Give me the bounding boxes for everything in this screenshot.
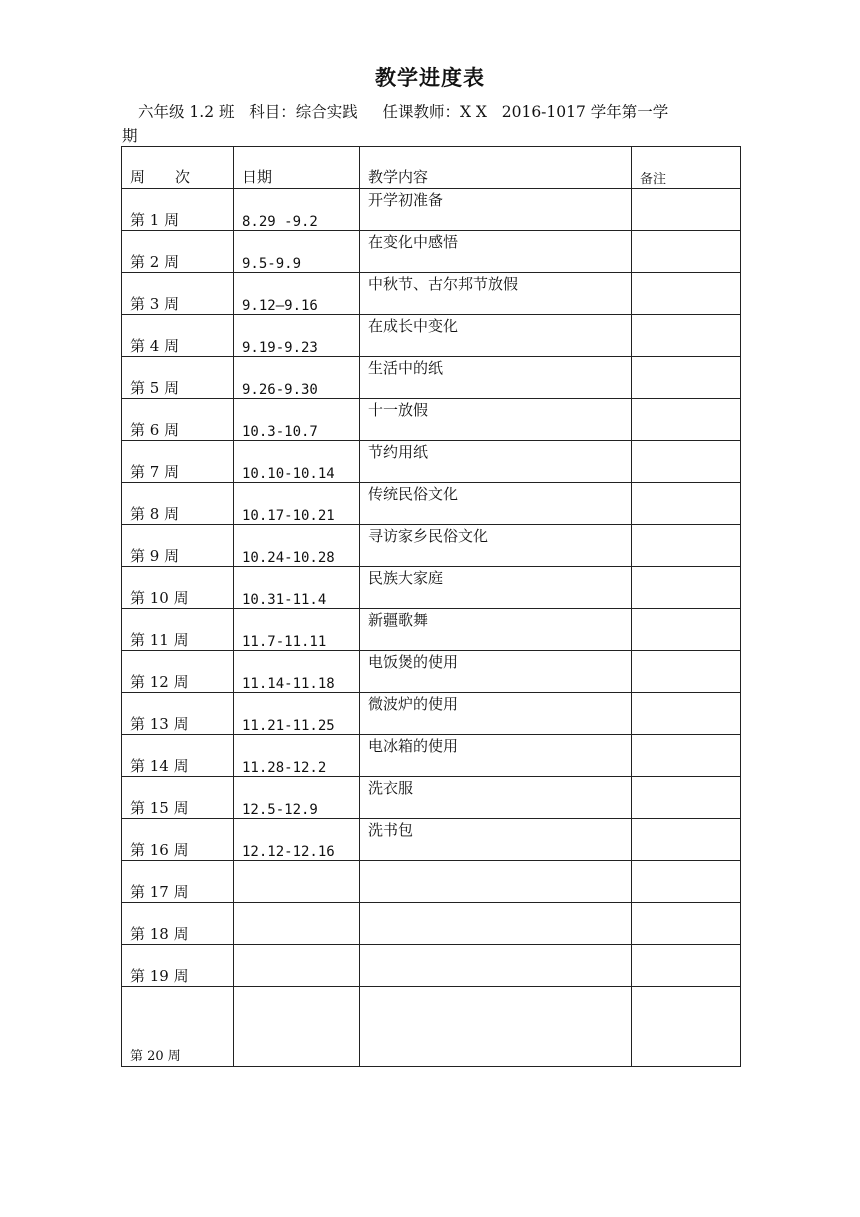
grade-class: 六年级 1.2 班 <box>138 103 235 121</box>
date-cell <box>234 273 360 315</box>
table-row <box>122 693 741 735</box>
week-cell: 第 20 周 <box>122 987 234 1067</box>
schedule-table <box>121 146 741 1067</box>
note-cell <box>632 189 741 231</box>
week-cell: 第 6 周 <box>122 399 234 441</box>
date-cell <box>234 819 360 861</box>
week-cell: 第 1 周 <box>122 189 234 231</box>
date-cell <box>234 525 360 567</box>
date-text: 11.14-11.18 <box>242 676 335 692</box>
content-cell: 中秋节、古尔邦节放假 <box>360 273 632 315</box>
note-cell <box>632 861 741 903</box>
content-cell: 开学初准备 <box>360 189 632 231</box>
week-cell: 第 18 周 <box>122 903 234 945</box>
table-row <box>122 903 741 945</box>
note-cell <box>632 357 741 399</box>
table-row <box>122 525 741 567</box>
date-text: 10.10-10.14 <box>242 466 335 482</box>
document-subtitle <box>122 100 682 148</box>
header-content: 教学内容 <box>360 147 632 189</box>
week-cell: 第 4 周 <box>122 315 234 357</box>
date-cell <box>234 945 360 987</box>
header-date: 日期 <box>234 147 360 189</box>
content-cell <box>360 987 632 1067</box>
date-text: 9.19-9.23 <box>242 340 318 356</box>
date-cell <box>234 357 360 399</box>
date-text: 10.31-11.4 <box>242 592 327 608</box>
note-cell <box>632 273 741 315</box>
note-cell <box>632 609 741 651</box>
content-cell: 微波炉的使用 <box>360 693 632 735</box>
content-cell <box>360 945 632 987</box>
note-cell <box>632 399 741 441</box>
note-cell <box>632 567 741 609</box>
content-cell: 洗衣服 <box>360 777 632 819</box>
table-row <box>122 315 741 357</box>
date-cell <box>234 441 360 483</box>
table-row <box>122 861 741 903</box>
note-cell <box>632 231 741 273</box>
week-cell: 第 10 周 <box>122 567 234 609</box>
date-cell <box>234 483 360 525</box>
content-cell: 节约用纸 <box>360 441 632 483</box>
week-cell: 第 11 周 <box>122 609 234 651</box>
week-cell: 第 13 周 <box>122 693 234 735</box>
week-cell: 第 7 周 <box>122 441 234 483</box>
date-cell <box>234 315 360 357</box>
table-row <box>122 357 741 399</box>
date-cell <box>234 189 360 231</box>
date-text: 9.5-9.9 <box>242 256 302 272</box>
date-cell <box>234 651 360 693</box>
note-cell <box>632 483 741 525</box>
date-cell <box>234 567 360 609</box>
date-cell <box>234 609 360 651</box>
week-cell: 第 19 周 <box>122 945 234 987</box>
date-cell <box>234 693 360 735</box>
date-cell <box>234 231 360 273</box>
note-cell <box>632 693 741 735</box>
week-cell: 第 3 周 <box>122 273 234 315</box>
date-text: 12.5-12.9 <box>242 802 318 818</box>
week-cell: 第 9 周 <box>122 525 234 567</box>
date-cell <box>234 861 360 903</box>
table-row <box>122 231 741 273</box>
week-cell: 第 17 周 <box>122 861 234 903</box>
note-cell <box>632 441 741 483</box>
date-cell <box>234 903 360 945</box>
date-cell <box>234 987 360 1067</box>
date-text: 9.26-9.30 <box>242 382 318 398</box>
date-text: 11.21-11.25 <box>242 718 335 734</box>
week-cell: 第 15 周 <box>122 777 234 819</box>
content-cell: 在变化中感悟 <box>360 231 632 273</box>
content-cell: 十一放假 <box>360 399 632 441</box>
page-title: 教学进度表 <box>375 65 485 90</box>
date-cell <box>234 399 360 441</box>
content-cell: 洗书包 <box>360 819 632 861</box>
table-row <box>122 651 741 693</box>
table-row <box>122 189 741 231</box>
date-text: 8.29 -9.2 <box>242 214 318 230</box>
note-cell <box>632 819 741 861</box>
date-text: 10.24-10.28 <box>242 550 335 566</box>
content-cell: 寻访家乡民俗文化 <box>360 525 632 567</box>
subject: 科目：综合实践 <box>249 103 358 121</box>
date-text: 12.12-12.16 <box>242 844 335 860</box>
week-cell: 第 14 周 <box>122 735 234 777</box>
note-cell <box>632 735 741 777</box>
content-cell: 电冰箱的使用 <box>360 735 632 777</box>
table-header-row <box>122 147 741 189</box>
table-row <box>122 399 741 441</box>
term: 2016-1017 学年第一学期 <box>122 103 669 145</box>
date-text: 10.17-10.21 <box>242 508 335 524</box>
content-cell <box>360 861 632 903</box>
header-note: 备注 <box>632 147 741 189</box>
date-text: 11.7-11.11 <box>242 634 327 650</box>
note-cell <box>632 651 741 693</box>
table-row <box>122 819 741 861</box>
table-row <box>122 945 741 987</box>
table-body <box>122 189 741 1067</box>
content-cell: 电饭煲的使用 <box>360 651 632 693</box>
content-cell: 在成长中变化 <box>360 315 632 357</box>
note-cell <box>632 903 741 945</box>
week-cell: 第 5 周 <box>122 357 234 399</box>
content-cell: 生活中的纸 <box>360 357 632 399</box>
table-row <box>122 777 741 819</box>
table-row <box>122 441 741 483</box>
table-row <box>122 483 741 525</box>
week-cell: 第 16 周 <box>122 819 234 861</box>
note-cell <box>632 777 741 819</box>
table-row <box>122 987 741 1067</box>
week-cell: 第 2 周 <box>122 231 234 273</box>
note-cell <box>632 945 741 987</box>
table-row <box>122 735 741 777</box>
date-cell <box>234 777 360 819</box>
week-cell: 第 8 周 <box>122 483 234 525</box>
content-cell: 新疆歌舞 <box>360 609 632 651</box>
note-cell <box>632 987 741 1067</box>
table-row <box>122 609 741 651</box>
date-text: 9.12—9.16 <box>242 298 318 314</box>
content-cell: 民族大家庭 <box>360 567 632 609</box>
date-cell <box>234 735 360 777</box>
teacher: 任课教师：X X <box>382 103 487 121</box>
content-cell: 传统民俗文化 <box>360 483 632 525</box>
date-text: 10.3-10.7 <box>242 424 318 440</box>
header-week: 周 次 <box>122 147 234 189</box>
table-row <box>122 567 741 609</box>
week-cell: 第 12 周 <box>122 651 234 693</box>
note-cell <box>632 315 741 357</box>
date-text: 11.28-12.2 <box>242 760 327 776</box>
content-cell <box>360 903 632 945</box>
table-row <box>122 273 741 315</box>
note-cell <box>632 525 741 567</box>
